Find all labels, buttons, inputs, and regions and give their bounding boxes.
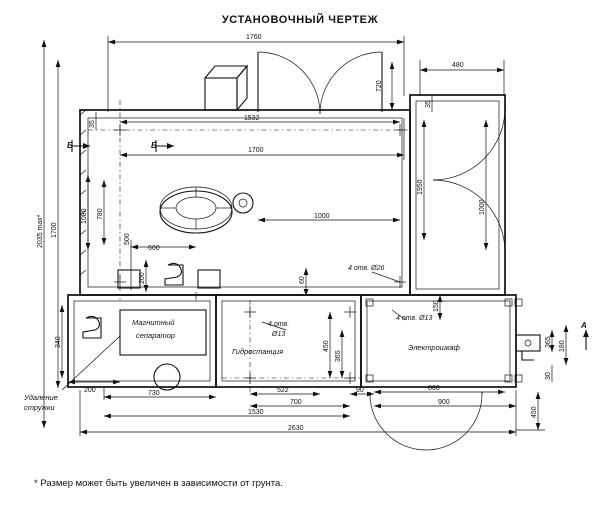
dim-60: 60: [299, 276, 306, 284]
chip-removal-label-2: стружки: [24, 403, 55, 412]
holes-13-b-label: 4 отв. Ø13: [396, 315, 433, 322]
hydrostation-label: Гидростанция: [232, 347, 284, 356]
dim-450: 450: [323, 340, 330, 352]
dim-500: 500: [124, 233, 131, 245]
dim-35-left: 35: [89, 120, 96, 128]
section-marker-b-right: Б: [151, 141, 157, 150]
dim-180: 180: [559, 340, 566, 352]
dim-35-top: 35: [425, 100, 432, 108]
dim-1700-left: 1700: [51, 222, 58, 238]
dim-90: 90: [356, 387, 364, 394]
dim-720: 720: [376, 80, 383, 92]
magnetic-separator-label-2: сепаратор: [136, 331, 176, 340]
dim-200-v: 200: [139, 272, 146, 284]
magnetic-separator-label-1: Магнитный: [132, 318, 175, 327]
holes-26-label: 4 отв. Ø26: [348, 265, 385, 272]
dim-1532: 1532: [244, 115, 260, 122]
dim-860: 860: [428, 385, 440, 392]
dim-522: 522: [277, 387, 289, 394]
dim-900: 900: [438, 399, 450, 406]
dim-1700: 1700: [248, 147, 264, 154]
dim-780: 780: [97, 208, 104, 220]
dim-2630: 2630: [288, 425, 304, 432]
dim-150: 150: [433, 300, 440, 312]
dim-2035-max: 2035 max*: [37, 214, 44, 248]
page-title: УСТАНОВОЧНЫЙ ЧЕРТЕЖ: [221, 14, 379, 26]
dim-365-right: 365: [545, 336, 552, 348]
section-marker-b-left: Б: [67, 141, 73, 150]
dim-600: 600: [148, 245, 160, 252]
dim-top-480: 480: [452, 62, 464, 69]
dim-365: 365: [335, 350, 342, 362]
dim-top-1760: 1760: [246, 34, 262, 41]
dim-700: 700: [290, 399, 302, 406]
dim-1000-h: 1000: [314, 213, 330, 220]
section-marker-a: А: [581, 321, 587, 330]
dim-340: 340: [55, 336, 62, 348]
dim-1530: 1530: [248, 409, 264, 416]
dim-1000-v: 1000: [479, 199, 486, 215]
dim-30: 30: [545, 372, 552, 380]
dim-730: 730: [148, 390, 160, 397]
dim-450-right: 450: [531, 406, 538, 418]
footnote: * Размер может быть увеличен в зависимости от грунта.: [34, 478, 283, 489]
dim-1950: 1950: [417, 179, 424, 195]
holes-13-a-label-2: Ø13: [272, 331, 286, 338]
holes-13-a-label-1: 4 отв.: [268, 321, 290, 328]
electric-cabinet-label: Электрошкаф: [408, 343, 460, 352]
chip-removal-label-1: Удаление: [24, 393, 58, 402]
dim-200-h: 200: [84, 387, 96, 394]
dim-1080: 1080: [81, 208, 88, 224]
